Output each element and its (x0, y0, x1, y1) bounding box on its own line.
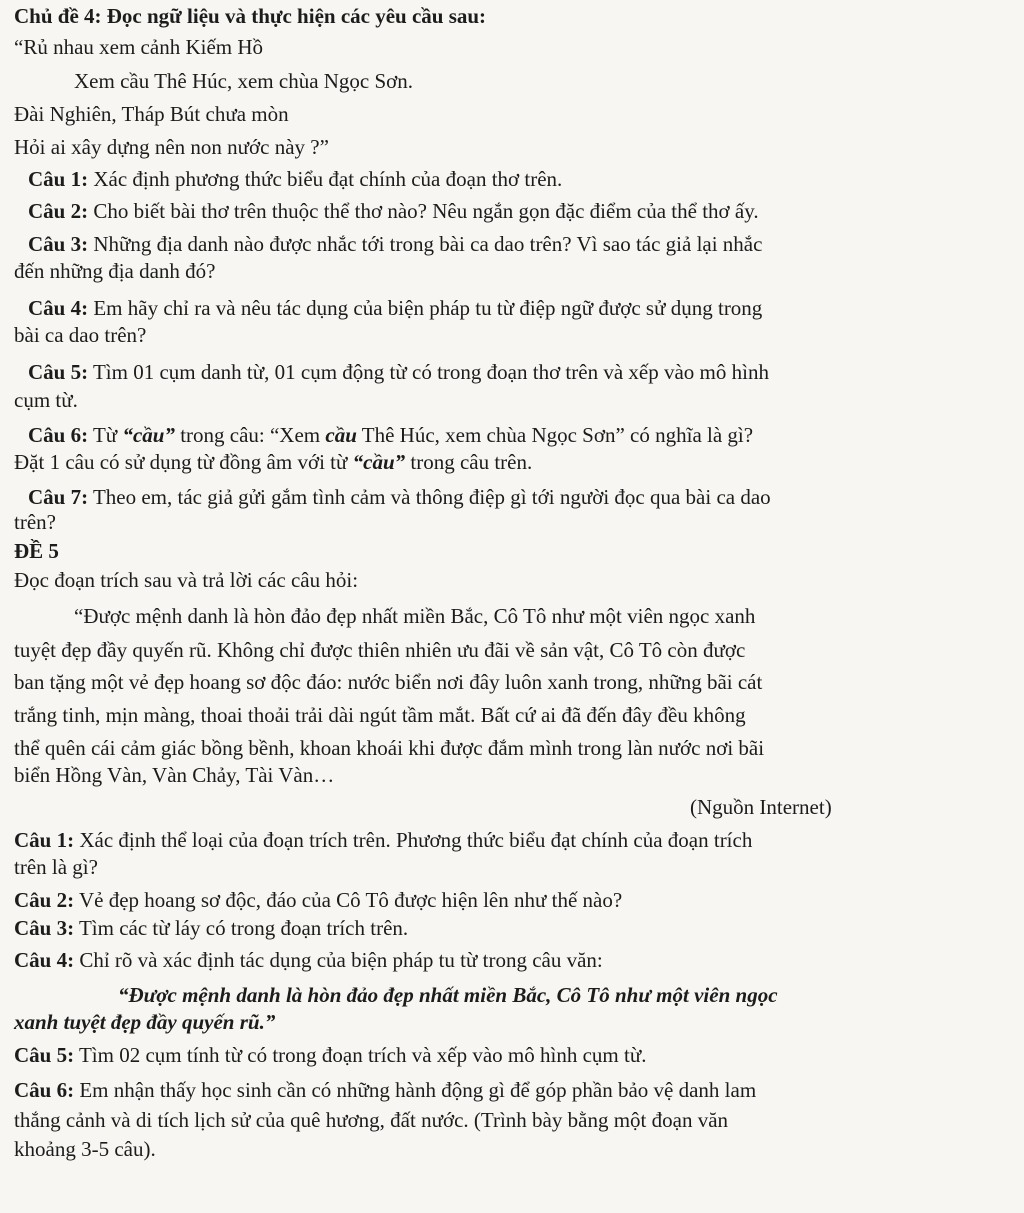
passage-line-2: tuyệt đẹp đầy quyến rũ. Không chỉ được thiên nhiên ưu đãi về sản vật, Cô Tô còn được (14, 638, 746, 662)
question-label: Câu 1: (14, 828, 75, 852)
question-text: Những địa danh nào được nhắc tới trong bài ca dao trên? Vì sao tác giả lại nhắc (88, 232, 763, 256)
question-text: Xác định phương thức biểu đạt chính của đoạn thơ trên. (88, 167, 563, 191)
question-label: Câu 4: (28, 296, 89, 320)
question-text: Tìm 02 cụm tính từ có trong đoạn trích và xếp vào mô hình cụm từ. (74, 1043, 647, 1067)
question-label: Câu 1: (28, 167, 89, 191)
t4-question-3-cont: đến những địa danh đó? (14, 259, 216, 283)
question-text: Xác định thể loại của đoạn trích trên. Phương thức biểu đạt chính của đoạn trích (74, 828, 753, 852)
question-text: Tìm 01 cụm danh từ, 01 cụm động từ có trong đoạn thơ trên và xếp vào mô hình (88, 360, 769, 384)
poem-line-2: Xem cầu Thê Húc, xem chùa Ngọc Sơn. (74, 69, 414, 93)
question-text: trong câu: “Xem (174, 423, 326, 447)
question-text: Từ (88, 423, 123, 447)
question-text: trong câu trên. (405, 450, 533, 474)
t4-question-7 (28, 487, 771, 508)
de5-question-6 (14, 1080, 756, 1101)
question-text: Vẻ đẹp hoang sơ độc, đáo của Cô Tô được hiện lên như thế nào? (74, 888, 623, 912)
t4-question-6-cont (14, 452, 532, 473)
question-text: Theo em, tác giả gửi gắm tình cảm và thông điệp gì tới người đọc qua bài ca dao (88, 485, 771, 509)
poem-line-3: Đài Nghiên, Tháp Bút chưa mòn (14, 102, 289, 126)
highlighted-word: “cầu” (122, 423, 175, 447)
passage-line-1: “Được mệnh danh là hòn đảo đẹp nhất miền Bắc, Cô Tô như một viên ngọc xanh (74, 604, 756, 628)
de5-question-1 (14, 830, 752, 851)
passage-line-5: thể quên cái cảm giác bồng bềnh, khoan khoái khi được đắm mình trong làn nước nơi bãi (14, 736, 765, 760)
t4-question-4 (28, 298, 762, 319)
poem-line-1: “Rủ nhau xem cảnh Kiếm Hồ (14, 35, 264, 59)
t4-question-3 (28, 234, 762, 255)
t4-question-1 (28, 169, 562, 190)
de5-question-3 (14, 918, 408, 939)
question-text: Chỉ rõ và xác định tác dụng của biện pháp tu từ trong câu văn: (74, 948, 603, 972)
de5-question-2 (14, 890, 622, 911)
t4-question-4-cont: bài ca dao trên? (14, 323, 147, 347)
question-text: Em hãy chỉ ra và nêu tác dụng của biện pháp tu từ điệp ngữ được sử dụng trong (88, 296, 763, 320)
de5-question-4-quote-2: xanh tuyệt đẹp đầy quyến rũ.” (14, 1010, 276, 1034)
topic4-heading: Chủ đề 4: Đọc ngữ liệu và thực hiện các yêu cầu sau: (14, 4, 487, 28)
question-label: Câu 7: (28, 485, 89, 509)
de5-question-5 (14, 1045, 646, 1066)
de5-question-4 (14, 950, 603, 971)
passage-line-4: trắng tinh, mịn màng, thoai thoải trải dài ngút tầm mắt. Bất cứ ai đã đến đây đều không (14, 703, 746, 727)
question-label: Câu 5: (14, 1043, 75, 1067)
question-label: Câu 6: (14, 1078, 75, 1102)
de5-question-6-cont-1: thắng cảnh và di tích lịch sử của quê hương, đất nước. (Trình bày bằng một đoạn văn (14, 1108, 729, 1132)
highlighted-word: cầu (325, 423, 357, 447)
poem-line-4: Hỏi ai xây dựng nên non nước này ?” (14, 135, 329, 159)
question-label: Câu 2: (28, 199, 89, 223)
de5-question-6-cont-2: khoảng 3-5 câu). (14, 1137, 156, 1161)
question-text: Thê Húc, xem chùa Ngọc Sơn” có nghĩa là gì? (356, 423, 754, 447)
de5-instruction: Đọc đoạn trích sau và trả lời các câu hỏi: (14, 568, 359, 592)
highlighted-word: “cầu” (352, 450, 406, 474)
source-note: (Nguồn Internet) (690, 795, 832, 819)
question-label: Câu 3: (14, 916, 75, 940)
question-label: Câu 6: (28, 423, 89, 447)
question-text: Em nhận thấy học sinh cần có những hành động gì để góp phần bảo vệ danh lam (74, 1078, 757, 1102)
de5-question-4-quote-1: “Được mệnh danh là hòn đảo đẹp nhất miền Bắc, Cô Tô như một viên ngọc (118, 983, 778, 1007)
t4-question-7-cont: trên? (14, 510, 56, 534)
de5-heading: ĐỀ 5 (14, 539, 59, 563)
question-label: Câu 4: (14, 948, 75, 972)
passage-line-6: biển Hồng Vàn, Vàn Chảy, Tài Vàn… (14, 763, 335, 787)
de5-question-1-cont: trên là gì? (14, 855, 98, 879)
question-label: Câu 3: (28, 232, 89, 256)
t4-question-6 (28, 425, 753, 446)
question-label: Câu 2: (14, 888, 75, 912)
question-label: Câu 5: (28, 360, 89, 384)
question-text: Tìm các từ láy có trong đoạn trích trên. (74, 916, 409, 940)
t4-question-5 (28, 362, 769, 383)
t4-question-2 (28, 201, 759, 222)
passage-line-3: ban tặng một vẻ đẹp hoang sơ độc đáo: nước biển nơi đây luôn xanh trong, những bãi cát (14, 670, 763, 694)
t4-question-5-cont: cụm từ. (14, 388, 78, 412)
question-text: Đặt 1 câu có sử dụng từ đồng âm với từ (14, 450, 353, 474)
question-text: Cho biết bài thơ trên thuộc thể thơ nào? Nêu ngắn gọn đặc điểm của thể thơ ấy. (88, 199, 759, 223)
